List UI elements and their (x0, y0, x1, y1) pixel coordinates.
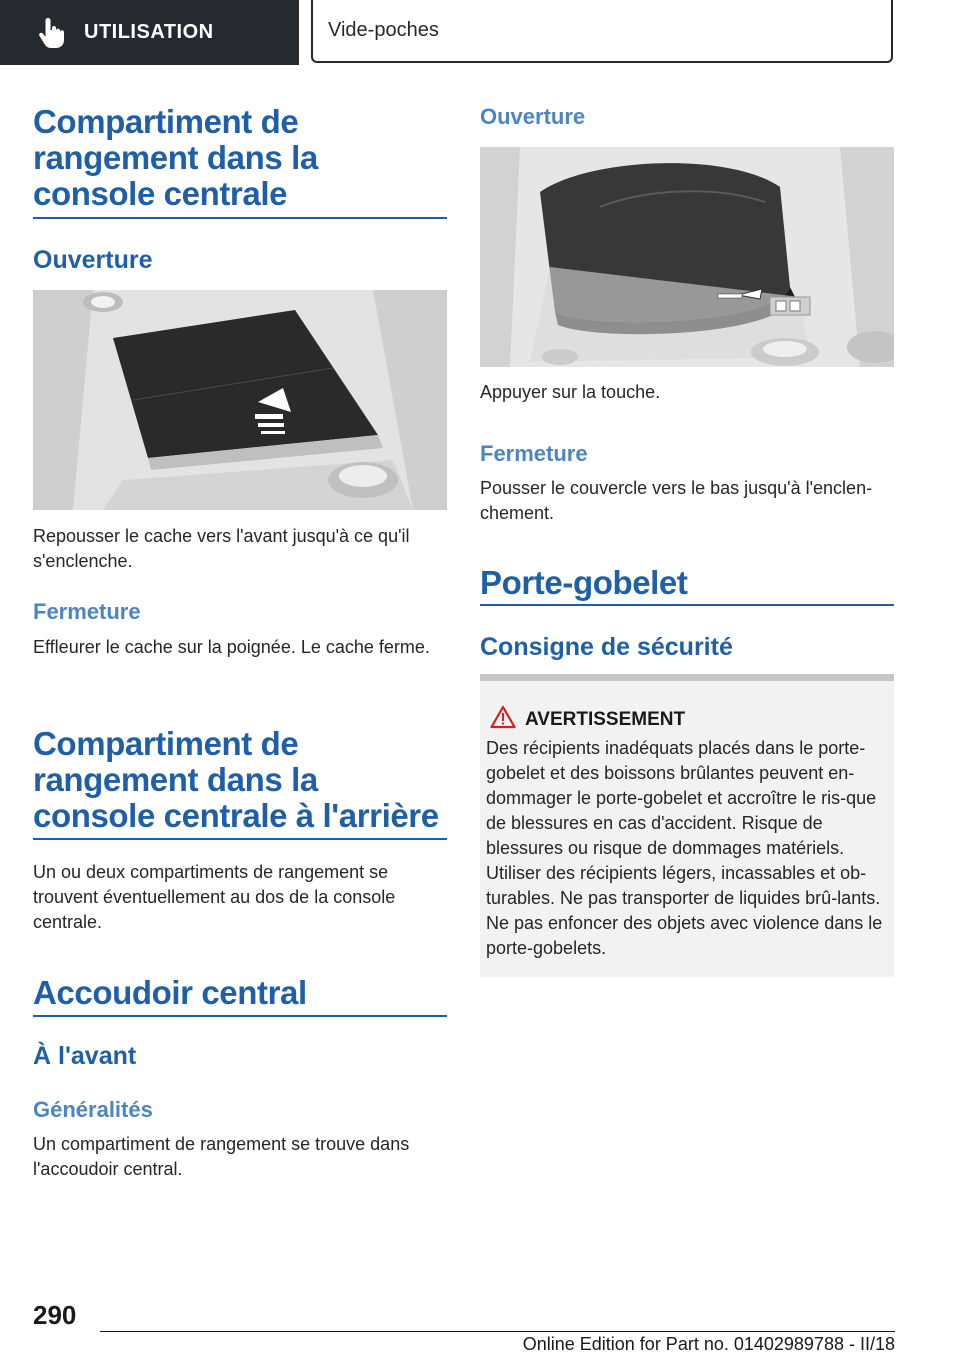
subheading-consigne: Consigne de sécurité (480, 633, 733, 661)
heading-rear-console-storage: Compartiment de rangement dans la console centrale à l'arrière (33, 725, 439, 834)
subheading-avant: À l'avant (33, 1042, 137, 1070)
paragraph-fermeture-armrest: Pousser le couvercle vers le bas jusqu'à l'enclen- chement. (480, 478, 873, 523)
header-topic-tab (311, 0, 893, 63)
heading-rule (480, 604, 894, 606)
heading-accoudoir: Accoudoir central (33, 974, 307, 1011)
heading-console-storage: Compartiment de rangement dans la console centrale (33, 103, 318, 212)
heading-rule (33, 217, 447, 219)
subheading-generalites: Généralités (33, 1097, 153, 1122)
footer-edition: Online Edition for Part no. 01402989788 - II/18 (522, 1334, 895, 1354)
heading-porte-gobelet: Porte-gobelet (480, 564, 688, 601)
header-topic-label: Vide-poches (328, 19, 439, 41)
paragraph-fermeture: Effleurer le cache sur la poignée. Le cache ferme. (33, 637, 430, 657)
subheading-fermeture-armrest: Fermeture (480, 441, 588, 466)
warning-title: AVERTISSEMENT (525, 709, 686, 730)
paragraph-ouverture-armrest: Appuyer sur la touche. (480, 382, 661, 402)
heading-rule (33, 1015, 447, 1017)
heading-rule (33, 838, 447, 840)
warning-triangle-icon (490, 705, 516, 729)
header-section-label: UTILISATION (84, 21, 214, 43)
armrest-button-illustration (480, 147, 894, 367)
console-cover-illustration (33, 290, 447, 510)
paragraph-ouverture: Repousser le cache vers l'avant jusqu'à ce qu'il s'enclenche. (33, 526, 410, 571)
subheading-ouverture: Ouverture (33, 246, 153, 274)
paragraph-generalites: Un compartiment de rangement se trouve dans l'accoudoir central. (33, 1134, 410, 1179)
subheading-fermeture: Fermeture (33, 599, 141, 624)
footer-rule (100, 1331, 895, 1332)
hand-pointer-icon (36, 16, 66, 50)
paragraph-arriere: Un ou deux compartiments de rangement se trouvent éventuellement au dos de la console centrale. (33, 862, 396, 932)
warning-box (480, 674, 894, 977)
page-number: 290 (33, 1300, 77, 1330)
warning-text: Des récipients inadéquats placés dans le porte-gobelet et des boissons brûlantes peuvent en-dommager le porte-gobelet et accroître le ris-que de blessures en cas d'accident. Risque de blessures ou risque de dommages matériels. Utiliser des récipients légers, incassables et ob-turables. Ne pas transporter de liquides brû-lants. Ne pas enfoncer des objets avec violence dans le porte-gobelets. (486, 738, 883, 958)
subheading-ouverture-armrest: Ouverture (480, 104, 586, 129)
header-section-tab (0, 0, 299, 65)
